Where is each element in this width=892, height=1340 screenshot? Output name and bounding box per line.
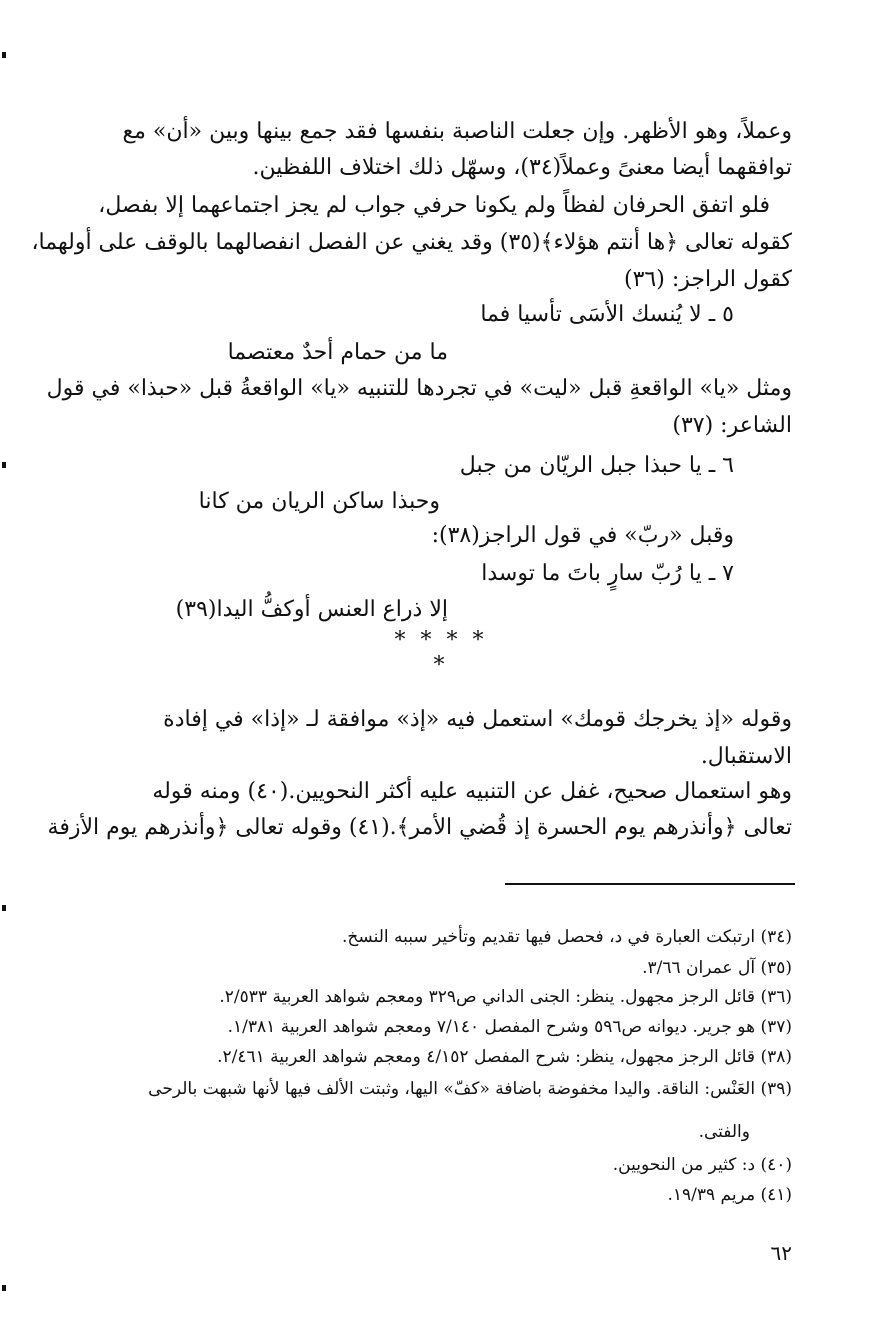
footnote: والفتى. xyxy=(698,1122,750,1142)
footnote: (٣٧) هو جرير. ديوانه ص٥٩٦ وشرح المفصل ٧/١٤٠ ومعجم شواهد العربية ١/٣٨١. xyxy=(227,1017,792,1037)
body-line: الشاعر: (٣٧) xyxy=(672,413,792,438)
verse-line: إلا ذراع العنس أوكفُّ اليدا(٣٩) xyxy=(175,597,448,622)
verse-line: ٦ ـ يا حبذا جبل الريّان من جبل xyxy=(459,453,734,478)
body-line: توافقهما أيضا معنىً وعملاً(٣٤)، وسهّل ذلك اختلاف اللفظين. xyxy=(252,155,792,180)
body-line: كقول الراجز: (٣٦) xyxy=(624,267,792,292)
footnote-separator xyxy=(505,883,795,885)
body-line: وهو استعمال صحيح، غفل عن التنبيه عليه أكثر النحويين.(٤٠) ومنه قوله xyxy=(152,779,792,804)
body-line: تعالى ﴿وأنذرهم يوم الحسرة إذ قُضي الأمر﴾.(٤١) وقوله تعالى ﴿وأنذرهم يوم الأزفة xyxy=(47,815,792,840)
footnote: (٣٨) قائل الرجز مجهول، ينظر: شرح المفصل ٤/١٥٢ ومعجم شواهد العربية ٢/٤٦١. xyxy=(217,1047,792,1067)
section-separator: * * * * * xyxy=(394,628,488,678)
scan-mark xyxy=(2,905,6,911)
scan-mark xyxy=(2,52,6,58)
verse-line: ٥ ـ لا يُنسك الأسَى تأسيا فما xyxy=(480,302,734,327)
body-line: وقبل «ربّ» في قول الراجز(٣٨): xyxy=(431,523,734,548)
verse-line: ما من حمام أحدٌ معتصما xyxy=(227,340,448,365)
body-line: وقوله «إذ يخرجك قومك» استعمل فيه «إذ» موافقة لـ «إذا» في إفادة xyxy=(163,707,792,732)
verse-line: ٧ ـ يا رُبّ سارٍ باتَ ما توسدا xyxy=(481,561,734,586)
verse-line: وحبذا ساكن الريان من كانا xyxy=(198,489,440,514)
scan-mark xyxy=(2,462,6,468)
body-line: وعملاً، وهو الأظهر. وإن جعلت الناصبة بنفسها فقد جمع بينها وبين «أن» مع xyxy=(122,119,792,144)
footnote: (٤٠) د: كثير من النحويين. xyxy=(612,1155,792,1175)
body-line: ومثل «يا» الواقعةِ قبل «ليت» في تجردها للتنبيه «يا» الواقعةُ قبل «حبذا» في قول xyxy=(46,376,792,401)
body-line: فلو اتفق الحرفان لفظاً ولم يكونا حرفي جواب لم يجز اجتماعهما إلا بفصل، xyxy=(98,193,770,218)
scan-mark xyxy=(2,1285,6,1291)
footnote: (٤١) مريم ١٩/٣٩. xyxy=(667,1185,792,1205)
footnote: (٣٥) آل عمران ٣/٦٦. xyxy=(642,958,792,978)
page-number: ٦٢ xyxy=(770,1241,792,1265)
footnote: (٣٩) العَنْس: الناقة. واليدا مخفوضة باضافة «كفّ» اليها، وثبتت الألف فيها لأنها شبهت بالرحى xyxy=(148,1079,792,1099)
body-line: الاستقبال. xyxy=(700,744,792,769)
body-line: كقوله تعالى ﴿ها أنتم هؤلاء﴾(٣٥) وقد يغني عن الفصل انفصالهما بالوقف على أولهما، xyxy=(31,230,792,255)
footnote: (٣٤) ارتبكت العبارة في د، فحصل فيها تقديم وتأخير سببه النسخ. xyxy=(342,927,792,947)
footnote: (٣٦) قائل الرجز مجهول. ينظر: الجنى الداني ص٣٢٩ ومعجم شواهد العربية ٢/٥٣٣. xyxy=(219,987,792,1007)
